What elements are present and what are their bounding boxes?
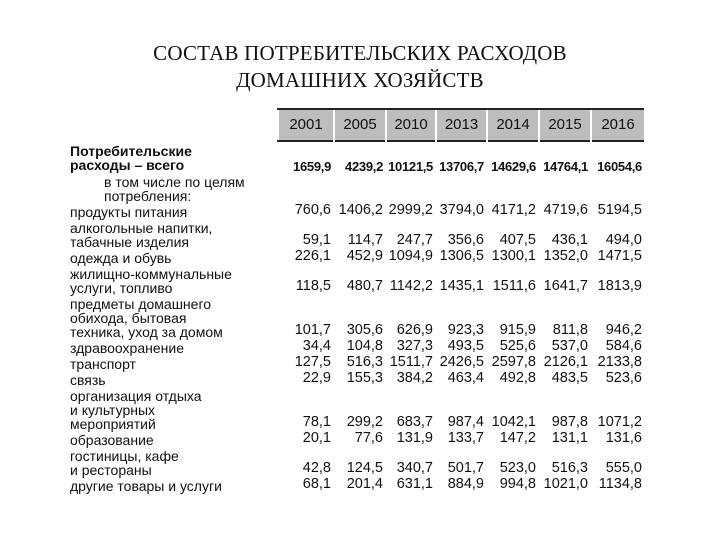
year-header-2014: 2014	[486, 110, 538, 140]
value-cell-2016: 1134,8	[598, 476, 642, 492]
value-cell-2014: 1042,1	[491, 414, 536, 430]
value-cell-2013: 1306,5	[439, 248, 484, 264]
year-header-2010: 2010	[385, 110, 435, 140]
value-cell-2005: 299,2	[346, 414, 383, 430]
row-label-line: другие товары и услуги	[70, 478, 222, 494]
value-cell-2014: 1511,6	[492, 278, 536, 294]
value-cell-2015: 4719,6	[543, 202, 588, 218]
row-label-line: табачные изделия	[70, 234, 189, 250]
value-cell-2013: 884,9	[447, 476, 484, 492]
column-divider	[385, 140, 387, 493]
table-row	[70, 477, 644, 493]
value-cell-2005: 516,3	[346, 354, 383, 370]
row-label-line: услуги, топливо	[70, 280, 173, 296]
value-cell-2016: 2133,8	[597, 354, 642, 370]
value-cell-2016: 584,6	[605, 338, 642, 354]
value-cell-2005: 4239,2	[345, 159, 383, 174]
row-label-line: и рестораны	[70, 462, 152, 478]
value-cell-2005: 1406,2	[338, 202, 383, 218]
row-label	[70, 371, 278, 387]
value-cell-2010: 384,2	[396, 370, 433, 386]
value-cell-2015: 811,8	[552, 322, 588, 338]
value-cell-2015: 516,3	[551, 460, 588, 476]
value-cell-2015: 483,5	[551, 370, 588, 386]
row-label	[70, 355, 278, 371]
value-cell-2016: 946,2	[605, 322, 642, 338]
value-cell-2013: 3794,0	[439, 202, 484, 218]
value-cell-2001: 68,1	[302, 476, 331, 492]
value-cell-2014: 2597,8	[491, 354, 536, 370]
value-cell-2015: 436,1	[551, 232, 588, 248]
row-label	[70, 265, 278, 295]
value-cell-2014: 915,9	[499, 322, 536, 338]
row-label-line: одежда и обувь	[70, 250, 172, 266]
value-cell-2001: 118,5	[295, 278, 331, 294]
value-cell-2016: 523,6	[605, 370, 642, 386]
table-row	[70, 339, 644, 355]
value-cell-2013: 987,4	[447, 414, 484, 430]
table-row	[70, 175, 644, 203]
row-label-line: техника, уход за домом	[70, 324, 223, 340]
value-cell-2005: 155,3	[346, 370, 383, 386]
row-label	[70, 431, 278, 447]
row-label	[70, 219, 278, 249]
table-row	[70, 142, 644, 175]
value-cell-2001: 1659,9	[293, 159, 331, 174]
column-divider	[538, 140, 540, 493]
value-cell-2001: 226,1	[294, 248, 331, 264]
value-cell-2001: 127,5	[294, 354, 331, 370]
year-header-row	[277, 108, 644, 142]
value-cell-2013: 2426,5	[439, 354, 484, 370]
value-cell-2001: 59,1	[302, 232, 331, 248]
value-cell-2010: 1142,2	[389, 278, 433, 294]
column-divider	[333, 140, 335, 493]
value-cell-2014: 147,2	[499, 430, 536, 446]
value-cell-2013: 923,3	[447, 322, 484, 338]
value-cell-2010: 340,7	[396, 460, 433, 476]
title-line-2: ДОМАШНИХ ХОЗЯЙСТВ	[236, 68, 484, 92]
value-cell-2001: 101,7	[294, 322, 331, 338]
title-line-1: СОСТАВ ПОТРЕБИТЕЛЬСКИХ РАСХОДОВ	[153, 41, 567, 65]
row-label-line: обихода, бытовая	[70, 310, 187, 326]
row-label-line: образование	[70, 432, 154, 448]
value-cell-2010: 2999,2	[388, 202, 433, 218]
value-cell-2015: 537,0	[551, 338, 588, 354]
year-header-2001: 2001	[277, 110, 333, 140]
value-cell-2005: 452,9	[346, 248, 383, 264]
row-label	[70, 175, 278, 203]
row-label-line: предметы домашнего	[70, 296, 212, 312]
column-divider	[486, 140, 488, 493]
value-cell-2016: 1471,5	[597, 248, 642, 264]
value-cell-2015: 1021,0	[543, 476, 588, 492]
table-row	[70, 355, 644, 371]
value-cell-2010: 626,9	[396, 322, 433, 338]
value-cell-2015: 131,1	[551, 430, 588, 446]
value-cell-2016: 555,0	[605, 460, 642, 476]
row-label	[70, 447, 278, 477]
row-label-line: в том числе по целям	[104, 174, 245, 190]
value-cell-2013: 13706,7	[439, 159, 484, 174]
value-cell-2010: 327,3	[396, 338, 433, 354]
row-label-line: потребления:	[104, 188, 192, 204]
row-label-line: гостиницы, кафе	[70, 448, 179, 464]
row-label-line: расходы – всего	[70, 157, 185, 173]
value-cell-2013: 501,7	[447, 460, 484, 476]
value-cell-2010: 131,9	[396, 430, 433, 446]
value-cell-2013: 1435,1	[439, 278, 484, 294]
value-cell-2014: 994,8	[499, 476, 536, 492]
value-cell-2001: 20,1	[302, 430, 331, 446]
row-label-line: и культурных	[70, 402, 156, 418]
column-divider	[590, 140, 592, 493]
value-cell-2005: 201,4	[346, 476, 383, 492]
table-row	[70, 249, 644, 265]
value-cell-2010: 1511,7	[389, 354, 433, 370]
value-cell-2010: 683,7	[396, 414, 433, 430]
value-cell-2014: 407,5	[499, 232, 536, 248]
row-label-line: мероприятий	[70, 416, 156, 432]
value-cell-2010: 631,1	[396, 476, 433, 492]
expenditure-table	[70, 108, 644, 493]
value-cell-2013: 493,5	[447, 338, 484, 354]
value-cell-2001: 42,8	[302, 460, 331, 476]
table-row	[70, 431, 644, 447]
table-row	[70, 387, 644, 431]
row-label-line: продукты питания	[70, 204, 188, 220]
value-cell-2005: 305,6	[346, 322, 383, 338]
table-row	[70, 371, 644, 387]
value-cell-2014: 523,0	[499, 460, 536, 476]
table-body	[70, 142, 644, 493]
year-header-2016: 2016	[590, 110, 644, 140]
value-cell-2013: 463,4	[447, 370, 484, 386]
value-cell-2001: 22,9	[302, 370, 331, 386]
table-row	[70, 265, 644, 295]
value-cell-2001: 760,6	[294, 202, 331, 218]
value-cell-2013: 133,7	[447, 430, 484, 446]
value-cell-2014: 14629,6	[491, 159, 536, 174]
row-label-line: связь	[70, 372, 106, 388]
value-cell-2016: 16054,6	[597, 159, 642, 174]
value-cell-2013: 356,6	[447, 232, 484, 248]
row-label	[70, 249, 278, 265]
row-label	[70, 295, 278, 339]
value-cell-2016: 5194,5	[597, 202, 642, 218]
value-cell-2005: 124,5	[346, 460, 383, 476]
value-cell-2015: 987,8	[551, 414, 588, 430]
value-cell-2005: 104,8	[346, 338, 383, 354]
row-label-line: жилищно-коммунальные	[70, 266, 232, 282]
row-label	[70, 339, 278, 355]
value-cell-2001: 78,1	[302, 414, 331, 430]
value-cell-2014: 4171,2	[491, 202, 536, 218]
value-cell-2010: 10121,5	[388, 159, 433, 174]
value-cell-2015: 1641,7	[543, 278, 588, 294]
year-header-2013: 2013	[435, 110, 486, 140]
value-cell-2016: 1071,2	[597, 414, 642, 430]
value-cell-2010: 1094,9	[388, 248, 433, 264]
row-label-line: транспорт	[70, 356, 136, 372]
value-cell-2010: 247,7	[396, 232, 433, 248]
table-row	[70, 203, 644, 219]
value-cell-2016: 131,6	[605, 430, 642, 446]
value-cell-2015: 2126,1	[543, 354, 588, 370]
page-title	[0, 40, 720, 94]
value-cell-2016: 494,0	[605, 232, 642, 248]
row-label	[70, 387, 278, 431]
value-cell-2014: 525,6	[499, 338, 536, 354]
year-header-2015: 2015	[538, 110, 590, 140]
table-row	[70, 295, 644, 339]
value-cell-2015: 1352,0	[543, 248, 588, 264]
year-header-2005: 2005	[333, 110, 385, 140]
value-cell-2015: 14764,1	[543, 159, 588, 174]
value-cell-2005: 114,7	[347, 232, 383, 248]
row-label	[70, 203, 278, 219]
row-label-line: организация отдыха	[70, 388, 202, 404]
value-cell-2014: 1300,1	[491, 248, 536, 264]
column-divider	[435, 140, 437, 493]
row-label-line: алкогольные напитки,	[70, 220, 213, 236]
row-label-line: Потребительские	[70, 143, 192, 159]
table-row	[70, 219, 644, 249]
row-label	[70, 477, 278, 493]
value-cell-2001: 34,4	[302, 338, 331, 354]
value-cell-2016: 1813,9	[597, 278, 642, 294]
row-label	[70, 144, 278, 172]
table-row	[70, 447, 644, 477]
value-cell-2005: 480,7	[346, 278, 383, 294]
value-cell-2005: 77,6	[354, 430, 383, 446]
row-label-line: здравоохранение	[70, 340, 184, 356]
value-cell-2014: 492,8	[499, 370, 536, 386]
